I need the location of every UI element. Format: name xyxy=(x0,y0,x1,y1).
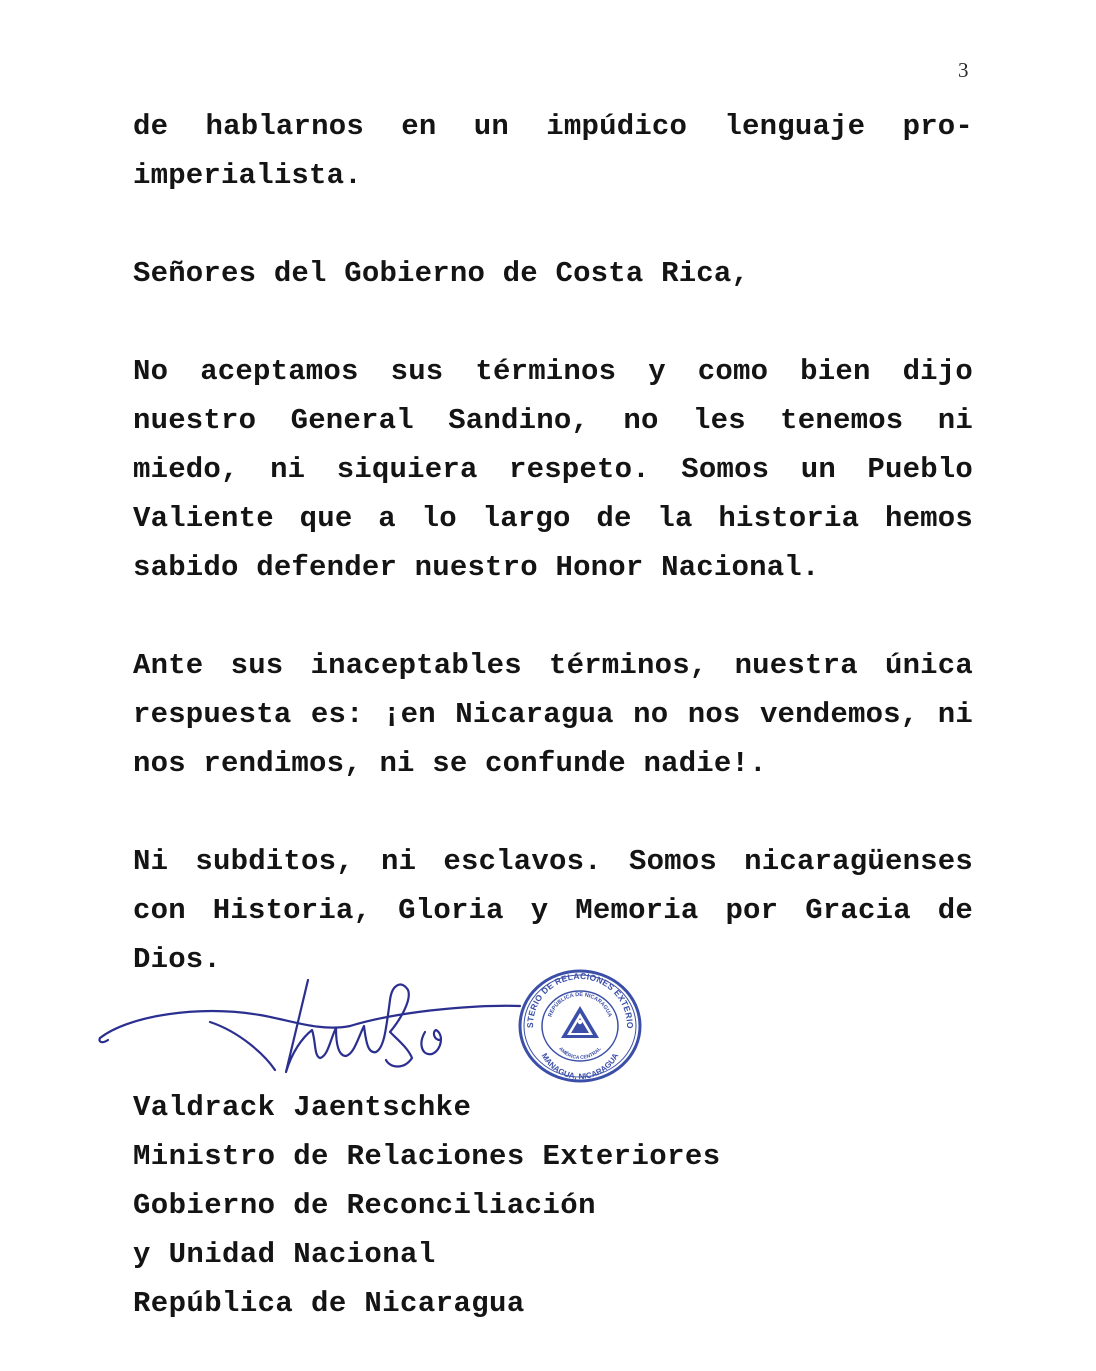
signatory-country: República de Nicaragua xyxy=(133,1287,525,1320)
signatory-title: Ministro de Relaciones Exteriores xyxy=(133,1140,721,1173)
svg-text:AMÉRICA CENTRAL xyxy=(557,1046,602,1061)
paragraph-rejection: No aceptamos sus términos y como bien dijo nuestro General Sandino, no les tenemos ni miedo, ni siquiera respeto. Somos un Pueblo Valiente que a lo largo de la historia hemos sabido defender nuestro Honor Nacional. xyxy=(133,355,973,584)
seal-inner-text: REPÚBLICA DE NICARAGUA xyxy=(547,991,613,1018)
seal-inner-bottom-text: AMÉRICA CENTRAL xyxy=(557,1046,603,1062)
signatory-name: Valdrack Jaentschke xyxy=(133,1091,472,1124)
seal-bottom-text: MANAGUA, NICARAGUA xyxy=(539,1051,621,1082)
coat-of-arms-icon xyxy=(561,1006,599,1038)
paragraph-salutation: Señores del Gobierno de Costa Rica, xyxy=(133,257,750,290)
page-number: 3 xyxy=(958,58,969,82)
paragraph-closing: Ni subditos, ni esclavos. Somos nicaragüenses con Historia, Gloria y Memoria por Gracia de Dios. xyxy=(133,845,973,976)
signature-block xyxy=(133,1083,721,1328)
ministry-seal xyxy=(515,966,645,1086)
paragraph-intro: de hablarnos en un impúdico lenguaje pro-imperialista. xyxy=(133,110,973,192)
paragraph-response: Ante sus inaceptables términos, nuestra única respuesta es: ¡en Nicaragua no nos vendemos, ni nos rendimos, ni se confunde nadie!. xyxy=(133,649,973,780)
seal-top-text: STERIO DE RELACIONES EXTERIO xyxy=(524,970,636,1029)
government-line-1: Gobierno de Reconciliación xyxy=(133,1189,596,1222)
government-line-2: y Unidad Nacional xyxy=(133,1238,436,1271)
